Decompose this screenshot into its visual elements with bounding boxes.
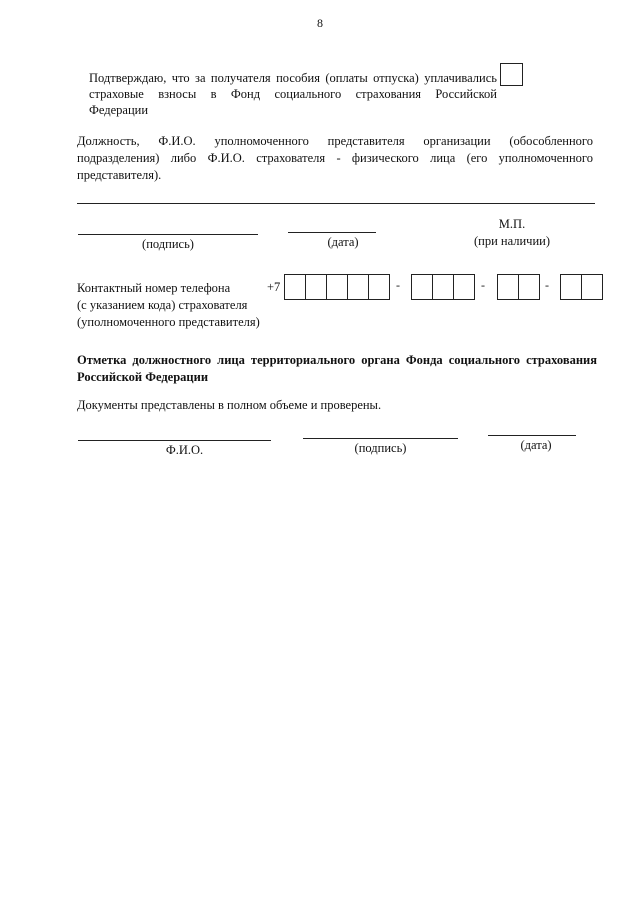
confirmation-line-3: Федерации <box>89 103 149 117</box>
signature-caption: (подпись) <box>142 237 194 251</box>
phone-label-line-1: Контактный номер телефона <box>77 281 231 295</box>
confirmation-line-2: страховые взносы в Фонд социального страхования Российской <box>89 87 497 101</box>
phone-digit-box[interactable] <box>518 274 540 300</box>
phone-code-boxes[interactable] <box>284 274 389 300</box>
representative-name-field[interactable] <box>77 203 595 204</box>
signature-field[interactable] <box>78 234 258 235</box>
phone-digit-box[interactable] <box>284 274 306 300</box>
representative-line-3: представителя). <box>77 168 162 182</box>
phone-label <box>77 280 277 331</box>
fss-signature-caption: (подпись) <box>354 441 407 455</box>
fss-signature-field[interactable] <box>303 438 458 439</box>
fss-heading-line-2: Российской Федерации <box>77 370 209 384</box>
phone-group-4[interactable] <box>560 274 602 300</box>
fss-heading-line-1: Отметка должностного лица территориального органа Фонда социального страхования <box>77 353 597 367</box>
confirmation-line-1: Подтверждаю, что за получателя пособия (оплаты отпуска) уплачивались <box>89 71 497 85</box>
phone-digit-box[interactable] <box>411 274 433 300</box>
fss-mark-heading <box>77 352 597 386</box>
fss-fio-caption: Ф.И.О. <box>165 443 204 457</box>
phone-prefix: +7 <box>267 280 281 294</box>
phone-digit-box[interactable] <box>453 274 475 300</box>
phone-digit-box[interactable] <box>326 274 348 300</box>
confirmation-checkbox[interactable] <box>500 63 523 86</box>
phone-digit-box[interactable] <box>497 274 519 300</box>
phone-digit-box[interactable] <box>560 274 582 300</box>
page-number: 8 <box>317 16 323 30</box>
fss-date-field[interactable] <box>488 435 576 436</box>
representative-text <box>77 133 593 184</box>
phone-digit-box[interactable] <box>432 274 454 300</box>
fss-date-caption: (дата) <box>520 438 552 452</box>
stamp-note: (при наличии) <box>473 234 551 248</box>
phone-label-line-3: (уполномоченного представителя) <box>77 315 260 329</box>
representative-line-2: подразделения) либо Ф.И.О. страхователя - физического лица (его уполномоченного <box>77 151 593 165</box>
date-caption: (дата) <box>327 235 359 249</box>
phone-digit-box[interactable] <box>581 274 603 300</box>
phone-digit-box[interactable] <box>305 274 327 300</box>
date-field[interactable] <box>288 232 376 233</box>
phone-group-3[interactable] <box>497 274 539 300</box>
phone-separator: - <box>545 278 549 292</box>
phone-group-2[interactable] <box>411 274 474 300</box>
documents-statement: Документы представлены в полном объеме и проверены. <box>77 398 382 412</box>
representative-line-1: Должность, Ф.И.О. уполномоченного представителя организации (обособленного <box>77 134 593 148</box>
phone-digit-box[interactable] <box>368 274 390 300</box>
phone-separator: - <box>481 278 485 292</box>
fss-fio-field[interactable] <box>78 440 271 441</box>
phone-label-line-2: (с указанием кода) страхователя <box>77 298 248 312</box>
stamp-title: М.П. <box>498 217 526 231</box>
phone-separator: - <box>396 278 400 292</box>
phone-digit-box[interactable] <box>347 274 369 300</box>
confirmation-text <box>89 70 497 118</box>
